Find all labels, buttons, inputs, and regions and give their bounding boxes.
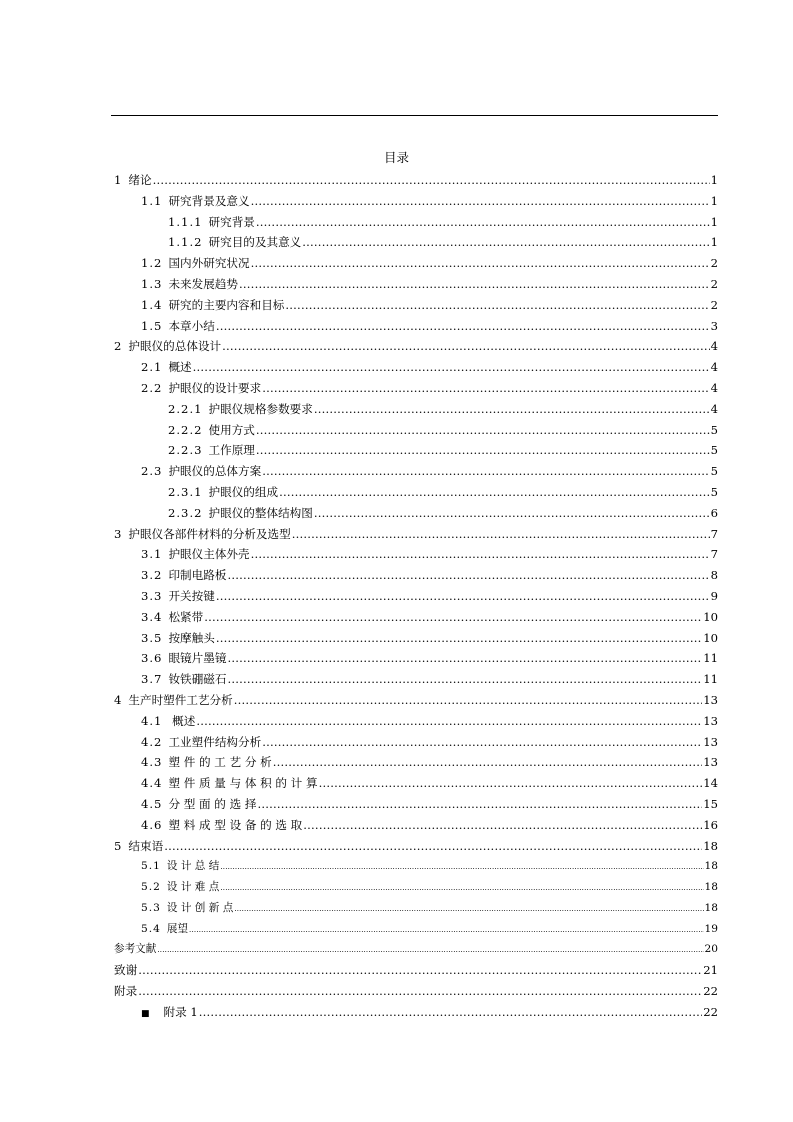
toc-entry-number: 5.4	[141, 922, 161, 935]
toc-entry-text: 参考文献	[114, 943, 157, 956]
toc-entry-label	[141, 253, 250, 274]
dot-leader	[138, 960, 702, 981]
toc-entry[interactable]	[114, 212, 718, 233]
toc-entry-text: 分 型 面 的 选 择	[168, 796, 257, 811]
toc-entry-label	[141, 648, 226, 669]
toc-entry-number: 4.1	[141, 713, 163, 728]
toc-entry-text: 设 计 总 结	[166, 860, 220, 873]
toc-entry-number: 3.2	[141, 568, 163, 583]
toc-entry-page: 14	[703, 776, 718, 791]
toc-entry-page: 4	[710, 339, 718, 354]
toc-entry[interactable]	[114, 336, 718, 357]
toc-entry-number: 2.3	[141, 464, 163, 479]
dot-leader	[256, 212, 710, 233]
toc-entry-text: 研究目的及其意义	[208, 235, 302, 250]
toc-entry[interactable]	[114, 628, 718, 649]
toc-entry-number: 3.6	[141, 651, 163, 666]
toc-entry[interactable]	[114, 981, 718, 1002]
toc-entry-number: 3	[114, 526, 123, 541]
toc-entry-page: 1	[710, 193, 718, 208]
toc-entry-text: 概述	[168, 360, 192, 375]
toc-entry-page: 16	[703, 817, 718, 832]
toc-entry-page: 1	[710, 214, 718, 229]
toc-entry-label	[141, 274, 238, 295]
toc-entry-number: 2.2	[141, 380, 163, 395]
toc-entry-label	[141, 316, 215, 337]
dot-leader	[256, 440, 710, 461]
toc-entry-text: 致谢	[114, 963, 138, 978]
dot-leader	[227, 565, 709, 586]
toc-entry[interactable]	[114, 503, 718, 524]
dot-leader	[216, 628, 702, 649]
toc-entry-text: 工业塑件结构分析	[168, 734, 262, 749]
toc-entry[interactable]	[114, 253, 718, 274]
toc-title: 目录	[383, 150, 409, 165]
toc-entry-label	[168, 482, 278, 503]
dot-leader	[279, 482, 710, 503]
dot-leader	[138, 981, 702, 1002]
toc-entry-text: 未来发展趋势	[168, 276, 239, 291]
toc-entry-text: 附录	[114, 984, 138, 999]
toc-entry-page: 22	[703, 984, 718, 999]
toc-entry-label	[141, 1002, 198, 1025]
toc-entry-label	[114, 336, 221, 357]
toc-entry-text: 印制电路板	[168, 568, 227, 583]
toc-entry-number: 4.3	[141, 755, 163, 770]
toc-entry-text: 工作原理	[208, 443, 255, 458]
toc-entry-number: 1.1.2	[168, 235, 203, 250]
toc-entry[interactable]	[114, 711, 718, 732]
toc-entry-text: 护眼仪的组成	[208, 484, 279, 499]
toc-entry-label	[141, 191, 250, 212]
toc-entry-page: 5	[710, 464, 718, 479]
toc-entry-label	[141, 877, 219, 898]
toc-entry-label	[141, 565, 226, 586]
toc-entry[interactable]	[114, 399, 718, 420]
toc-entry-page: 1	[710, 235, 718, 250]
toc-entry-text: 绪论	[128, 173, 152, 187]
toc-entry[interactable]	[114, 669, 718, 690]
dot-leader	[319, 773, 703, 794]
dot-leader	[234, 899, 703, 920]
dot-leader	[302, 232, 709, 253]
toc-entry[interactable]	[114, 856, 718, 877]
toc-entry-number: 3.1	[141, 547, 163, 562]
dot-leader	[251, 253, 710, 274]
toc-entry[interactable]	[114, 274, 718, 295]
toc-entry[interactable]	[114, 524, 718, 545]
toc-entry-text: 松紧带	[168, 609, 204, 624]
toc-entry[interactable]	[114, 836, 718, 857]
header-rule	[111, 115, 718, 116]
toc-entry-label	[141, 378, 261, 399]
toc-entry-label	[168, 232, 301, 253]
dot-leader	[292, 524, 710, 545]
dot-leader	[216, 586, 710, 607]
dot-leader	[314, 399, 710, 420]
toc-entry-text: 本章小结	[168, 318, 215, 333]
toc-entry-number: 4.4	[141, 776, 163, 791]
toc-entry[interactable]	[114, 420, 718, 441]
toc-entry[interactable]	[114, 607, 718, 628]
toc-entry-number: 1.5	[141, 318, 163, 333]
toc-entry-text: 使用方式	[208, 422, 255, 437]
toc-entry-number: 1	[114, 173, 123, 187]
toc-entry[interactable]	[114, 378, 718, 399]
toc-entry-label	[168, 212, 255, 233]
toc-entry-text: 塑 料 成 型 设 备 的 选 取	[168, 817, 303, 832]
toc-entry-page: 21	[703, 963, 718, 978]
toc-entry-text: 设 计 难 点	[166, 881, 220, 894]
toc-entry-label	[141, 773, 318, 794]
toc-entry-text: 开关按键	[168, 588, 215, 603]
toc-entry-label	[168, 420, 255, 441]
toc-entry-page: 4	[710, 360, 718, 375]
toc-entry-text: 结束语	[128, 838, 164, 853]
toc-entry-page: 13	[703, 692, 718, 707]
toc-entry[interactable]	[114, 919, 718, 940]
toc-entry-number: 4	[114, 692, 123, 707]
toc-entry-page: 10	[703, 630, 718, 645]
toc-entry-label	[141, 461, 261, 482]
toc-entry-page: 13	[703, 713, 718, 728]
toc-entry-number: 4.5	[141, 796, 163, 811]
toc-entry[interactable]	[114, 440, 718, 461]
toc-entry[interactable]	[114, 773, 718, 794]
toc-entry-label	[141, 295, 284, 316]
toc-entry-number: 4.2	[141, 734, 163, 749]
toc-entry-page: 9	[710, 588, 718, 603]
toc-entry-number: 2.3.1	[168, 484, 203, 499]
toc-entry-text: 护眼仪的总体设计	[128, 339, 222, 354]
toc-entry-page: 22	[703, 1004, 718, 1019]
toc-entry-page: 18	[703, 838, 718, 853]
toc-entry-page: 2	[710, 256, 718, 271]
toc-entry-page: 1	[710, 173, 718, 187]
toc-entry[interactable]	[114, 960, 718, 981]
toc-entry-page: 3	[710, 318, 718, 333]
dot-leader	[251, 191, 710, 212]
toc-entry-number: 5.1	[141, 860, 161, 873]
toc-entry-page: 13	[703, 734, 718, 749]
toc-entry-label	[114, 981, 137, 1002]
toc-entry-number: 2.3.2	[168, 505, 203, 520]
dot-leader	[220, 857, 703, 878]
dot-leader	[196, 711, 702, 732]
toc-entry-number: 3.5	[141, 630, 163, 645]
toc-entry[interactable]	[114, 1002, 718, 1023]
toc-entry-text: 塑 件 的 工 艺 分 析	[168, 755, 272, 770]
square-bullet-icon: ■	[141, 1008, 150, 1019]
toc-entry-page: 15	[703, 796, 718, 811]
toc-entry-page: 19	[704, 922, 718, 935]
toc-entry-number: 1.2	[141, 256, 163, 271]
dot-leader	[153, 170, 710, 191]
toc-entry-page: 5	[710, 484, 718, 499]
toc-entry-text: 附录 1	[163, 1004, 198, 1019]
dot-leader	[262, 732, 702, 753]
toc-entry-page: 11	[703, 672, 718, 687]
toc-entry-text: 护眼仪主体外壳	[168, 547, 250, 562]
toc-entry-text: 眼镜片墨镜	[168, 651, 227, 666]
toc-entry-number: 1.1.1	[168, 214, 203, 229]
toc-entry-page: 18	[704, 881, 718, 894]
dot-leader	[303, 815, 702, 836]
toc-entry-page: 11	[703, 651, 718, 666]
toc-entry-page: 5	[710, 422, 718, 437]
toc-entry-page: 13	[703, 755, 718, 770]
toc-entry-label	[141, 607, 203, 628]
toc-entry-page: 20	[704, 943, 718, 956]
toc-entry[interactable]	[114, 586, 718, 607]
dot-leader	[227, 648, 702, 669]
toc-entry-label	[141, 586, 215, 607]
toc-entry-number: 2	[114, 339, 123, 354]
toc-entry-number: 2.1	[141, 360, 163, 375]
dot-leader	[262, 461, 709, 482]
toc-entry-number: 5.2	[141, 881, 161, 894]
toc-entry-page: 7	[710, 526, 718, 541]
toc-entry[interactable]	[114, 794, 718, 815]
toc-entry-page: 2	[710, 297, 718, 312]
dot-leader	[234, 690, 702, 711]
toc-entry-text: 护眼仪各部件材料的分析及选型	[128, 526, 291, 541]
toc-entry-label	[114, 170, 152, 191]
toc-entry-number: 2.2.2	[168, 422, 203, 437]
dot-leader	[199, 1002, 702, 1023]
toc-entry-label	[114, 524, 291, 545]
dot-leader	[239, 274, 710, 295]
toc-entry-text: 钕铁硼磁石	[168, 672, 227, 687]
toc-entry-label	[141, 357, 192, 378]
toc-entry-label	[141, 794, 256, 815]
toc-entry-page: 8	[710, 568, 718, 583]
toc-entry-label	[114, 960, 137, 981]
toc-entry[interactable]	[114, 732, 718, 753]
dot-leader	[220, 878, 703, 899]
toc-entry-number: 5	[114, 838, 123, 853]
toc-entry-label	[168, 399, 313, 420]
toc-entry[interactable]	[114, 170, 718, 191]
toc-entry-text: 护眼仪的整体结构图	[208, 505, 313, 520]
toc-entry[interactable]	[114, 316, 718, 337]
dot-leader	[189, 920, 703, 941]
dot-leader	[285, 295, 709, 316]
dot-leader	[273, 752, 703, 773]
toc-entry-text: 设 计 创 新 点	[166, 901, 234, 914]
toc-entry-page: 18	[704, 860, 718, 873]
toc-entry[interactable]	[114, 898, 718, 919]
dot-leader	[164, 836, 702, 857]
toc-entry-label	[141, 815, 302, 836]
toc-entry-label	[141, 669, 226, 690]
table-of-contents	[114, 170, 718, 1023]
toc-entry[interactable]	[114, 752, 718, 773]
toc-entry-text: 概述	[168, 713, 196, 728]
toc-entry-label	[141, 752, 272, 773]
dot-leader	[251, 544, 710, 565]
dot-leader	[257, 794, 702, 815]
toc-entry-label	[168, 440, 255, 461]
toc-entry-page: 4	[710, 380, 718, 395]
toc-entry-number: 1.1	[141, 193, 163, 208]
toc-entry-label	[114, 690, 233, 711]
dot-leader	[256, 420, 710, 441]
toc-entry-number: 2.2.1	[168, 401, 203, 416]
toc-entry[interactable]	[114, 461, 718, 482]
toc-entry-text: 护眼仪的设计要求	[168, 380, 262, 395]
toc-entry[interactable]	[114, 565, 718, 586]
toc-entry-page: 4	[710, 401, 718, 416]
toc-entry-text: 国内外研究状况	[168, 256, 250, 271]
toc-entry-number: 1.3	[141, 276, 163, 291]
toc-entry-number: 1.4	[141, 297, 163, 312]
toc-entry[interactable]	[114, 815, 718, 836]
toc-entry-text: 研究的主要内容和目标	[168, 297, 285, 312]
dot-leader	[216, 316, 710, 337]
toc-entry-label	[141, 898, 233, 919]
toc-entry-page: 6	[710, 505, 718, 520]
toc-entry[interactable]	[114, 648, 718, 669]
toc-entry-label	[141, 711, 195, 732]
toc-entry[interactable]	[114, 482, 718, 503]
toc-entry-page: 18	[704, 901, 718, 914]
toc-entry-text: 研究背景及意义	[168, 193, 250, 208]
dot-leader	[222, 336, 709, 357]
toc-entry-page: 2	[710, 276, 718, 291]
dot-leader	[227, 669, 702, 690]
toc-entry-number: 3.3	[141, 588, 163, 603]
toc-entry-number: 5.3	[141, 901, 161, 914]
toc-entry-label	[141, 628, 215, 649]
dot-leader	[262, 378, 709, 399]
toc-entry-text: 研究背景	[208, 214, 255, 229]
toc-entry-text: 生产时塑件工艺分析	[128, 692, 233, 707]
dot-leader	[157, 940, 703, 961]
toc-entry[interactable]	[114, 877, 718, 898]
toc-entry-number: 4.6	[141, 817, 163, 832]
toc-entry-label	[141, 856, 219, 877]
toc-entry-number: 3.7	[141, 672, 163, 687]
toc-entry-page: 7	[710, 547, 718, 562]
toc-entry-number: 2.2.3	[168, 443, 203, 458]
toc-entry[interactable]	[114, 191, 718, 212]
toc-entry-text: 护眼仪规格参数要求	[208, 401, 313, 416]
toc-entry-label	[141, 732, 261, 753]
toc-entry-number: 3.4	[141, 609, 163, 624]
toc-entry-text: 展望	[166, 922, 189, 935]
toc-entry[interactable]	[114, 939, 718, 960]
toc-entry[interactable]	[114, 690, 718, 711]
dot-leader	[204, 607, 702, 628]
toc-entry-label	[168, 503, 313, 524]
toc-entry[interactable]	[114, 544, 718, 565]
toc-entry-page: 10	[703, 609, 718, 624]
toc-entry-label	[141, 919, 188, 940]
toc-entry-text: 护眼仪的总体方案	[168, 464, 262, 479]
toc-entry-page: 5	[710, 443, 718, 458]
dot-leader	[193, 357, 710, 378]
toc-entry-text: 塑 件 质 量 与 体 积 的 计 算	[168, 776, 318, 791]
toc-entry-label	[141, 544, 250, 565]
toc-entry[interactable]	[114, 295, 718, 316]
toc-entry-text: 按摩触头	[168, 630, 215, 645]
toc-entry-label	[114, 939, 156, 960]
toc-entry[interactable]	[114, 357, 718, 378]
dot-leader	[314, 503, 710, 524]
toc-entry[interactable]	[114, 232, 718, 253]
toc-entry-label	[114, 836, 163, 857]
